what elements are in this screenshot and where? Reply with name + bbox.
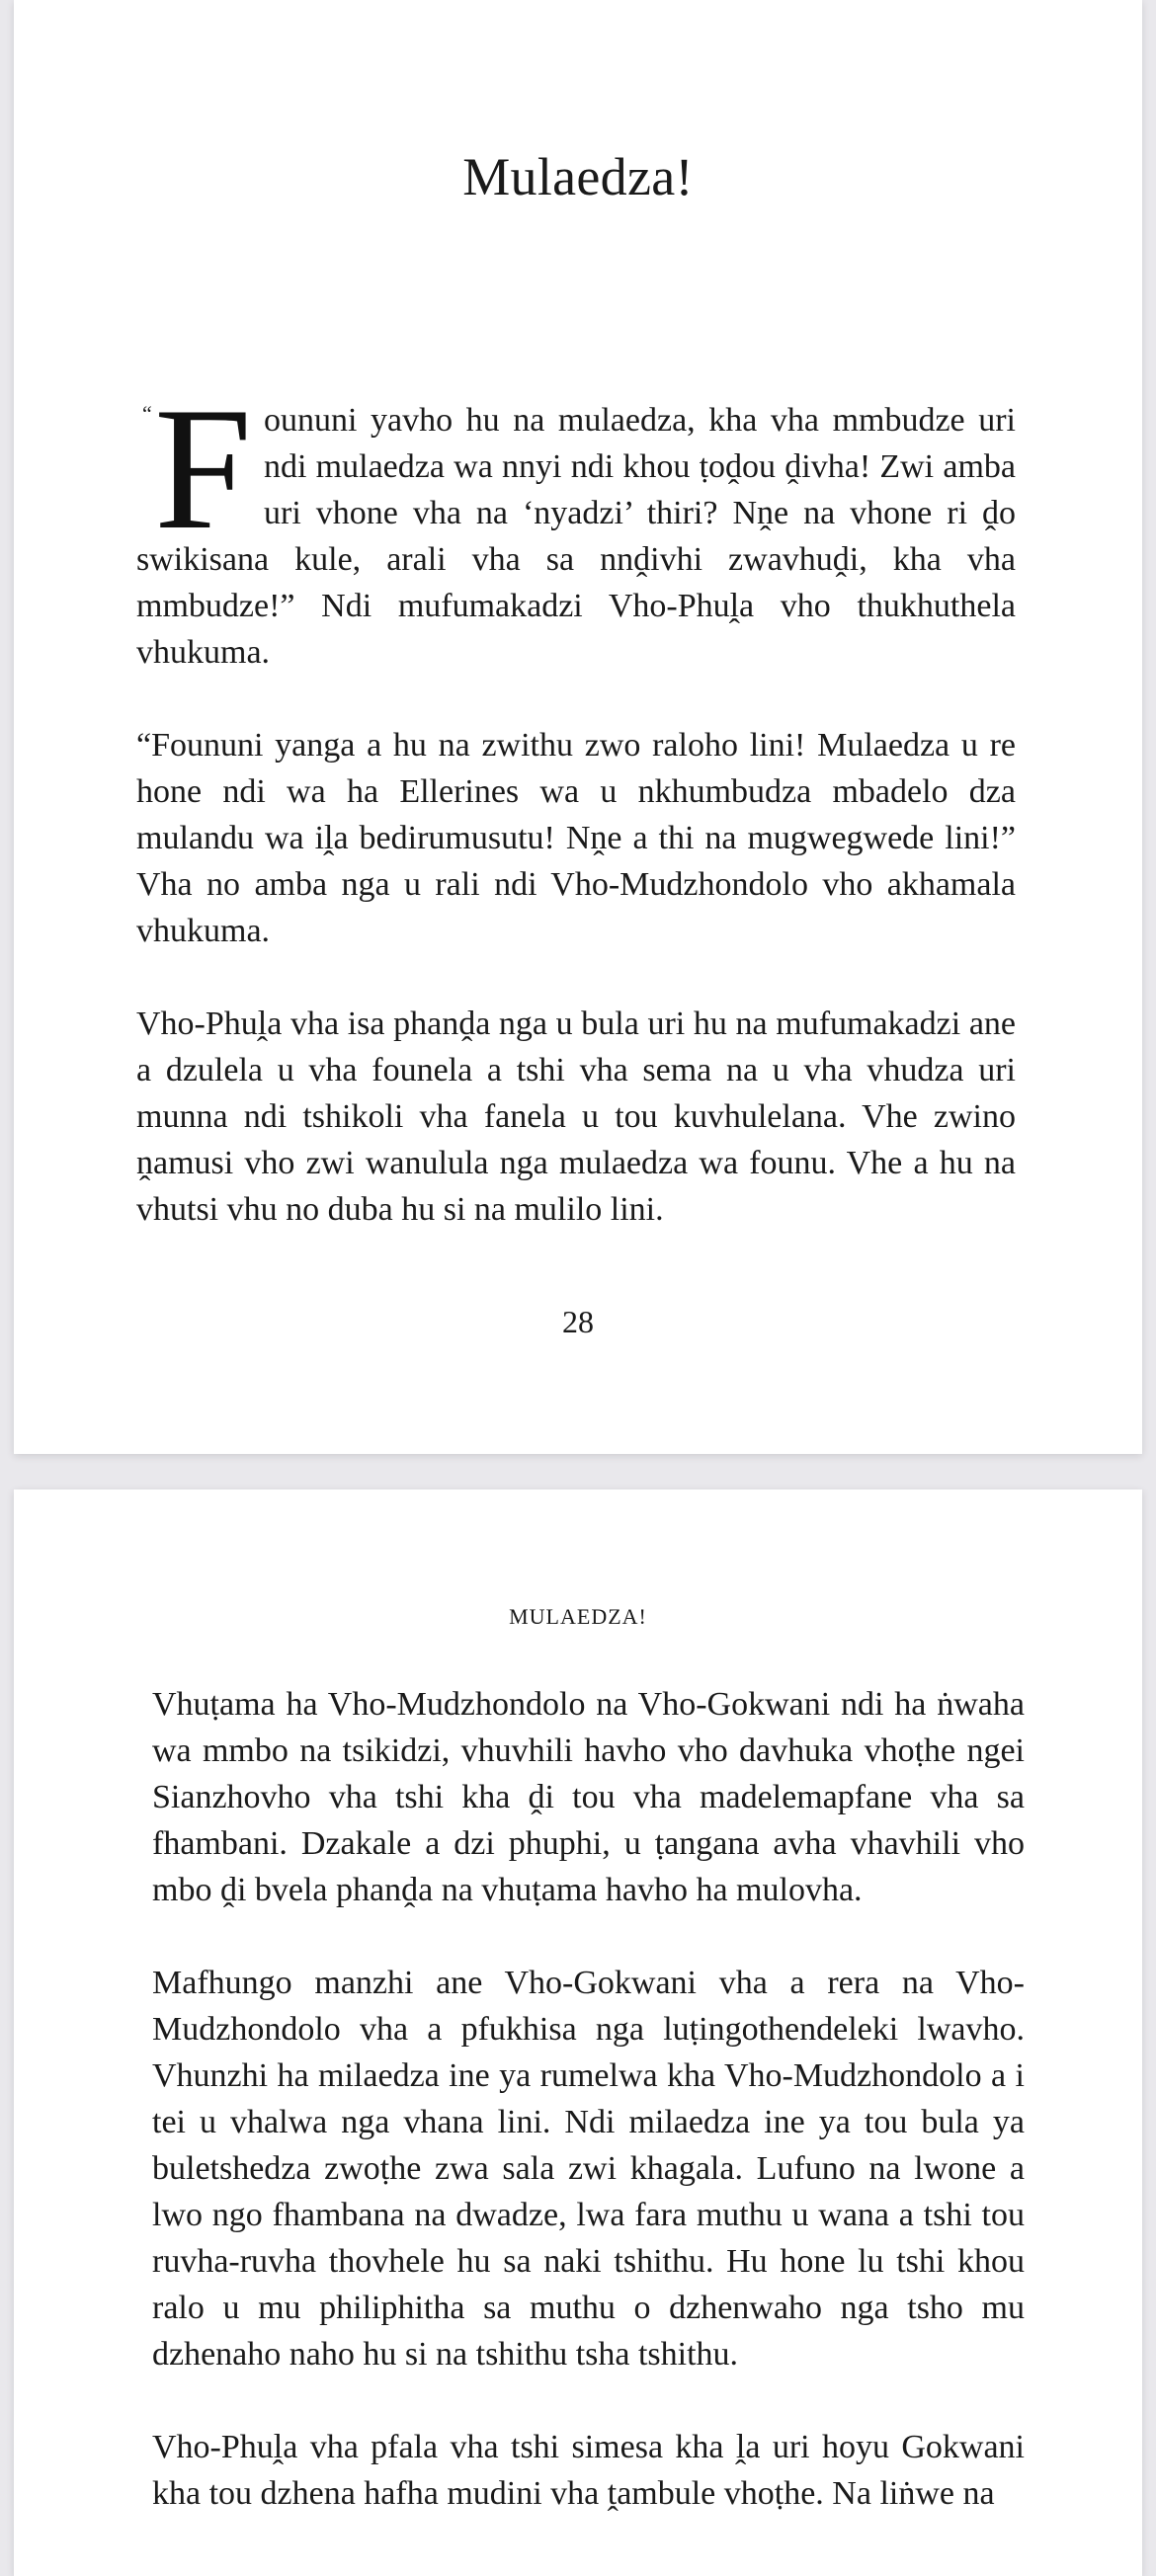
opening-quote-mark: “ (142, 401, 152, 426)
page2-paragraph-3: Vho-Phuḽa vha pfala vha tshi simesa kha ḽa uri hoyu Gokwani kha tou dzhena hafha mudini vha ṱambule vhoṭhe. Na liṅwe na (152, 2429, 1025, 2512)
page2-body (152, 1681, 1025, 2563)
page1-body (136, 370, 1016, 1279)
page1-paragraph-1 (136, 370, 1016, 676)
page1-paragraph-2: “Foununi yanga a hu na zwithu zwo raloho lini! Mulaedza u re hone ndi wa ha Ellerines wa u nkhumbudza mbadelo dza mulandu wa iḽa bedirumusutu! Nṋe a thi na mugwegwede lini!” Vha no amba nga u rali ndi Vho-Mudzhondolo vho akhamala vhukuma. (136, 727, 1016, 949)
book-page-left (14, 0, 1142, 1454)
page1-paragraph-3: Vho-Phuḽa vha isa phanḓa nga u bula uri hu na mufumakadzi ane a dzulela u vha founela a tshi vha sema na u vha vhudza uri munna ndi tshikoli vha fanela u tou kuvhulelana. Vhe zwino ṋamusi vho zwi wanulula nga mulaedza wa founu. Vhe a hu na vhutsi vhu no duba hu si na mulilo lini. (136, 1006, 1016, 1228)
page-number: 28 (562, 1304, 594, 1339)
running-head: MULAEDZA! (509, 1604, 647, 1629)
chapter-title: Mulaedza! (462, 147, 694, 206)
page2-paragraph-1: Vhuṭama ha Vho-Mudzhondolo na Vho-Gokwani ndi ha ṅwaha wa mmbo na tsikidzi, vhuvhili havho vho davhuka vhoṭhe ngei Sianzhovho vha tshi kha ḓi tou vha madelemapfane vha sa fhambani. Dzakale a dzi phuphi, u ṭangana avha vhavhili vho mbo ḓi bvela phanḓa na vhuṭama havho ha mulovha. (152, 1686, 1025, 1908)
page2-paragraph-2: Mafhungo manzhi ane Vho-Gokwani vha a rera na Vho-Mudzhondolo vha a pfukhisa nga luṭingothendeleki lwavho. Vhunzhi ha milaedza ine ya rumelwa kha Vho-Mudzhondolo a i tei u vhalwa nga vhana lini. Ndi milaedza ine ya tou bula ya buletshedza zwoṭhe zwa sala zwi khagala. Lufuno na lwone a lwo ngo fhambana na dwadze, lwa fara muthu u wana a tshi tou ruvha-ruvha thovhele hu sa naki tshithu. Hu hone lu tshi khou ralo u mu philiphitha sa muthu o dzhenwaho nga tsho mu dzhenaho naho hu si na tshithu tsha tshithu. (152, 1965, 1025, 2373)
page1-paragraph-1-text: oununi yavho hu na mulaedza, kha vha mmbudze uri ndi mulaedza wa nnyi ndi khou ṭoḓou ḓivha! Zwi amba uri vhone vha na ‘nyadzi’ thiri? Nṋe na vhone ri ḓo swikisana kule, arali vha sa nnḓivhi zwavhuḓi, kha vha mmbudze!” Ndi mufumakadzi Vho-Phuḽa vho thukhuthela vhukuma. (136, 402, 1016, 671)
book-page-right (14, 1489, 1142, 2576)
drop-cap-letter: F (154, 370, 252, 566)
